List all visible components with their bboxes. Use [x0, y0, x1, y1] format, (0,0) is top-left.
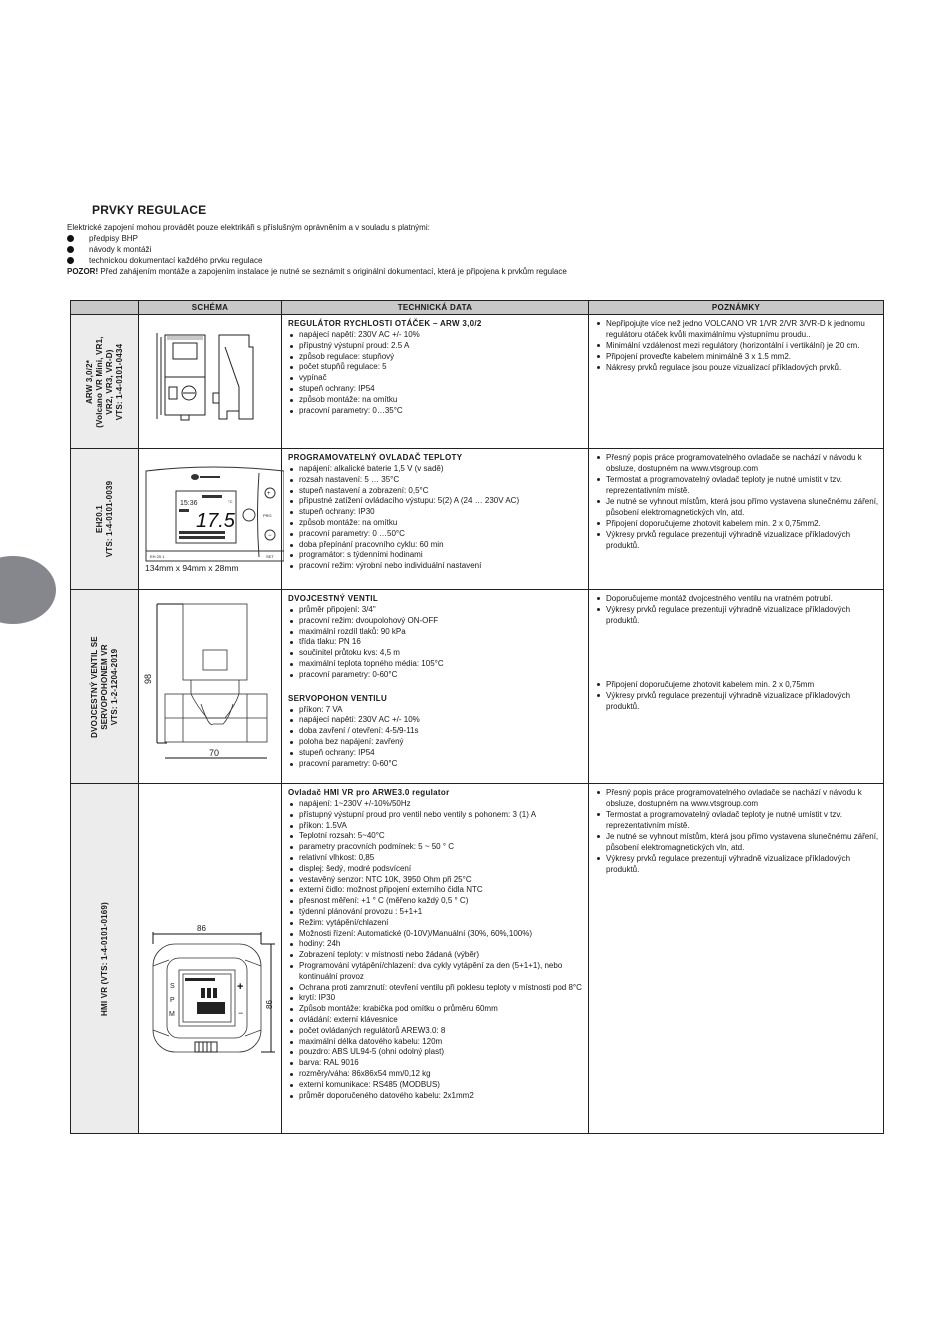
dimensions-caption: 134mm x 94mm x 28mm: [145, 563, 239, 573]
list-item: stupeň ochrany: IP54: [288, 748, 584, 759]
model-label: EH 20.1: [150, 554, 165, 559]
table-row-hmi: [71, 784, 884, 1134]
list-item: napájení: 1~230V +/-10%/50Hz: [288, 799, 584, 810]
list-item: Teplotní rozsah: 5~40°C: [288, 831, 584, 842]
list-item: Termostat a programovatelný ovladač teploty je nutné umístit v tzv. reprezentativním místě.: [595, 474, 879, 496]
list-item: Termostat a programovatelný ovladač teploty je nutné umístit v tzv. reprezentativním místě.: [595, 809, 879, 831]
row-label: [71, 590, 139, 784]
valve-actuator-drawing: [139, 598, 279, 768]
list-item: Nepřipojujte více než jedno VOLCANO VR 1/VR 2/VR 3/VR-D k jednomu regulátoru otáček kvůli maximálnímu výstupnímu proudu..: [595, 318, 879, 340]
schema-cell: [139, 315, 282, 449]
list-item: stupeň ochrany: IP30: [288, 507, 584, 518]
list-item: průměr připojení: 3/4": [288, 605, 584, 616]
list-item: Přesný popis práce programovatelného ovladače se nachází v návodu k obsluze, dostupném na www.vtsgroup.com: [595, 452, 879, 474]
list-item: relativní vlhkost: 0,85: [288, 853, 584, 864]
list-item: počet stupňů regulace: 5: [288, 362, 584, 373]
key-s: S: [170, 983, 175, 990]
list-item: hodiny: 24h: [288, 939, 584, 950]
tech-heading: REGULÁTOR RYCHLOSTI OTÁČEK – ARW 3,0/2: [288, 319, 482, 328]
list-item: Výkresy prvků regulace prezentují výhradně vizualizace příkladových produktů.: [595, 604, 879, 626]
list-item: stupeň ochrany: IP54: [288, 384, 584, 395]
list-item: maximální teplota topného média: 105°C: [288, 659, 584, 670]
list-item: napájení: alkalické baterie 1,5 V (v sadě): [288, 464, 584, 475]
list-item: přístupný výstupní proud pro ventil nebo ventily s pohonem: 3 (1) A: [288, 810, 584, 821]
tech-heading: SERVOPOHON VENTILU: [288, 693, 388, 703]
list-item: externí komunikace: RS485 (MODBUS): [288, 1080, 584, 1091]
tech-list: [288, 799, 584, 1101]
row-label: [71, 449, 139, 590]
schema-cell: [139, 784, 282, 1134]
list-item: Připojení proveďte kabelem minimálně 3 x 1.5 mm2.: [595, 351, 879, 362]
list-item: přesnost měření: +1 ° C (měřeno každý 0,5 ° C): [288, 896, 584, 907]
list-item: Možnosti řízení: Automatické (0-10V)/Manuální (30%, 60%,100%): [288, 929, 584, 940]
list-item: doba zavření / otevření: 4-5/9-11s: [288, 726, 584, 737]
display-time: 15:36: [180, 500, 198, 507]
notes-list: [595, 593, 879, 626]
height-dimension: 86: [264, 1000, 274, 1009]
row-label-text: DVOJCESTNÝ VENTIL SE SERVOPOHONEM VR VTS: 1-2-1204-2019: [89, 635, 119, 738]
list-item: ovládání: externí klávesnice: [288, 1015, 584, 1026]
notes-cell: [589, 315, 884, 449]
list-item: napájecí napětí: 230V AC +/- 10%: [288, 715, 584, 726]
list-item: externí čidlo: možnost připojení externího čidla NTC: [288, 885, 584, 896]
list-item: displej: šedý, modré podsvícení: [288, 864, 584, 875]
list-item: týdenní plánování provozu : 5+1+1: [288, 907, 584, 918]
row-label-text: HMI VR (VTS: 1-4-0101-0169): [99, 901, 109, 1016]
tech-data-cell: [282, 590, 589, 784]
tech-data-cell: [282, 449, 589, 590]
list-item: vestavěný senzor: NTC 10K, 3950 Ohm při 25°C: [288, 875, 584, 886]
notes-cell: [589, 784, 884, 1134]
notes-list: [595, 318, 879, 373]
schema-cell: [139, 590, 282, 784]
list-item: Výkresy prvků regulace prezentují výhradně vizualizace příkladových produktů.: [595, 853, 879, 875]
thermostat-drawing: [142, 463, 284, 563]
tech-list: [288, 464, 584, 572]
list-item: způsob montáže: na omítku: [288, 518, 584, 529]
list-item: pracovní parametry: 0…35°C: [288, 406, 584, 417]
width-dimension: 70: [209, 748, 220, 758]
schema-cell: [139, 449, 282, 590]
warning-line: [67, 266, 887, 277]
list-item: přípustné zatížení ovládacího výstupu: 5(2) A (24 … 230V AC): [288, 496, 584, 507]
list-item: příkon: 1.5VA: [288, 821, 584, 832]
list-item: Doporučujeme montáž dvojcestného ventilu na vratném potrubí.: [595, 593, 879, 604]
list-item: barva: RAL 9016: [288, 1058, 584, 1069]
list-item: Výkresy prvků regulace prezentují výhradně vizualizace příkladových produktů.: [595, 690, 879, 712]
list-item: pracovní režim: výrobní nebo individuální nastavení: [288, 561, 584, 572]
row-label: [71, 784, 139, 1134]
list-item: Režim: vytápění/chlazení: [288, 918, 584, 929]
list-item: Výkresy prvků regulace prezentují výhradně vizualizace příkladových produktů.: [595, 529, 879, 551]
notes-cell: [589, 590, 884, 784]
tech-data-cell: [282, 784, 589, 1134]
intro-block: [67, 222, 887, 277]
intro-bullet: návody k montáži: [67, 244, 887, 255]
list-item: Způsob montáže: krabička pod omítku o průměru 60mm: [288, 1004, 584, 1015]
list-item: pouzdro: ABS UL94-5 (ohni odolný plast): [288, 1047, 584, 1058]
list-item: přípustný výstupní proud: 2.5 A: [288, 341, 584, 352]
list-item: třída tlaku: PN 16: [288, 637, 584, 648]
list-item: pracovní parametry: 0 …50°C: [288, 529, 584, 540]
arw-regulator-drawing: [141, 329, 281, 429]
list-item: vypínač: [288, 373, 584, 384]
list-item: způsob montáže: na omítku: [288, 395, 584, 406]
tech-list: [288, 330, 584, 416]
list-item: pracovní režim: dvoupolohový ON-OFF: [288, 616, 584, 627]
notes-cell: [589, 449, 884, 590]
intro-bullet: předpisy BHP: [67, 233, 887, 244]
display-unit: °C: [228, 499, 233, 504]
list-item: rozsah nastavení: 5 … 35°C: [288, 475, 584, 486]
list-item: programátor: s týdenními hodinami: [288, 550, 584, 561]
list-item: Programování vytápění/chlazení: dva cykly vytápění za den (5+1+1), nebo kontinuální provoz: [288, 961, 584, 983]
warning-text: Před zahájením montáže a zapojením instalace je nutné se seznámit s originální dokumentací, která je připojena k prvkům regulace: [98, 267, 567, 276]
list-item: Připojení doporučujeme zhotovit kabelem min. 2 x 0,75mm: [595, 679, 879, 690]
page-title: PRVKY REGULACE: [92, 203, 207, 217]
hmi-controller-drawing: [139, 924, 279, 1074]
list-item: poloha bez napájení: zavřený: [288, 737, 584, 748]
list-item: maximální délka datového kabelu: 120m: [288, 1037, 584, 1048]
svg-text:+: +: [267, 491, 271, 497]
header-schema: SCHÉMA: [139, 301, 282, 315]
height-dimension: 98: [143, 673, 154, 685]
header-tech-data: TECHNICKÁ DATA: [282, 301, 589, 315]
prg-button-label: PRG: [263, 513, 272, 518]
list-item: pracovní parametry: 0-60°C: [288, 670, 584, 681]
notes-list: [595, 787, 879, 875]
list-item: Přesný popis práce programovatelného ovladače se nachází v návodu k obsluze, dostupném na www.vtsgroup.com: [595, 787, 879, 809]
list-item: způsob regulace: stupňový: [288, 352, 584, 363]
set-label: SET: [266, 554, 274, 559]
list-item: Je nutné se vyhnout místům, která jsou přímo vystavena slunečnému záření, působení elektromagnetických vln, atd.: [595, 496, 879, 518]
key-plus: +: [237, 981, 244, 993]
tech-heading: PROGRAMOVATELNÝ OVLADAČ TEPLOTY: [288, 453, 463, 462]
list-item: Připojení doporučujeme zhotovit kabelem min. 2 x 0,75mm2.: [595, 518, 879, 529]
tech-list: [288, 605, 584, 681]
list-item: Zobrazení teploty: v místnosti nebo žádaná (výběr): [288, 950, 584, 961]
row-label-text: EH20.1 VTS: 1-4-0101-0039: [94, 480, 114, 558]
tech-heading: DVOJCESTNÝ VENTIL: [288, 594, 379, 603]
control-elements-table: [70, 300, 884, 1134]
warning-label: POZOR!: [67, 267, 99, 276]
list-item: součinitel průtoku kvs: 4,5 m: [288, 648, 584, 659]
table-header-row: [71, 301, 884, 315]
table-row-eh20: [71, 449, 884, 590]
list-item: Minimální vzdálenost mezi regulátory (horizontální i vertikální) je 20 cm.: [595, 340, 879, 351]
tech-data-cell: [282, 315, 589, 449]
table-row-arw: [71, 315, 884, 449]
tech-heading: Ovladač HMI VR pro ARWE3.0 regulator: [288, 788, 450, 797]
bullet-icon: [67, 246, 74, 253]
section-tab-marker: [0, 556, 56, 624]
list-item: krytí: IP30: [288, 993, 584, 1004]
key-p: P: [170, 997, 175, 1004]
notes-list: [595, 679, 879, 712]
list-item: Nákresy prvků regulace jsou pouze vizualizací příkladových prvků.: [595, 362, 879, 373]
list-item: příkon: 7 VA: [288, 705, 584, 716]
header-label: [71, 301, 139, 315]
header-notes: POZNÁMKY: [589, 301, 884, 315]
list-item: rozměry/váha: 86x86x54 mm/0,12 kg: [288, 1069, 584, 1080]
key-m: M: [169, 1011, 175, 1018]
svg-text:−: −: [268, 533, 272, 539]
intro-text: Elektrické zapojení mohou provádět pouze elektrikáři s příslušným oprávněním a v souladu s platnými:: [67, 223, 430, 232]
list-item: maximální rozdíl tlaků: 90 kPa: [288, 627, 584, 638]
table-row-valve: [71, 590, 884, 784]
row-label: [71, 315, 139, 449]
tech-list: [288, 705, 584, 770]
bullet-icon: [67, 235, 74, 242]
intro-bullet: technickou dokumentací každého prvku regulace: [67, 255, 887, 266]
display-temperature: 17.5: [196, 510, 235, 532]
row-label-text: ARW 3,0/2* (Volcano VR Mini, VR1, VR2, VR3, VR-D) VTS: 1-4-0101-0434: [84, 335, 124, 428]
list-item: Je nutné se vyhnout místům, která jsou přímo vystavena slunečnému záření, působení elektromagnetických vln, atd.: [595, 831, 879, 853]
bullet-icon: [67, 257, 74, 264]
list-item: doba přepínání pracovního cyklu: 60 min: [288, 540, 584, 551]
list-item: stupeň nastavení a zobrazení: 0,5°C: [288, 486, 584, 497]
list-item: průměr doporučeného datového kabelu: 2x1mm2: [288, 1091, 584, 1102]
list-item: pracovní parametry: 0-60°C: [288, 759, 584, 770]
key-minus: −: [238, 1008, 244, 1018]
width-dimension: 86: [197, 924, 206, 933]
list-item: napájecí napětí: 230V AC +/- 10%: [288, 330, 584, 341]
notes-list: [595, 452, 879, 551]
list-item: parametry pracovních podmínek: 5 ~ 50 ° C: [288, 842, 584, 853]
list-item: počet ovládaných regulátorů AREW3.0: 8: [288, 1026, 584, 1037]
list-item: Ochrana proti zamrznutí: otevření ventilu při poklesu teploty v místnosti pod 8°C: [288, 983, 584, 994]
